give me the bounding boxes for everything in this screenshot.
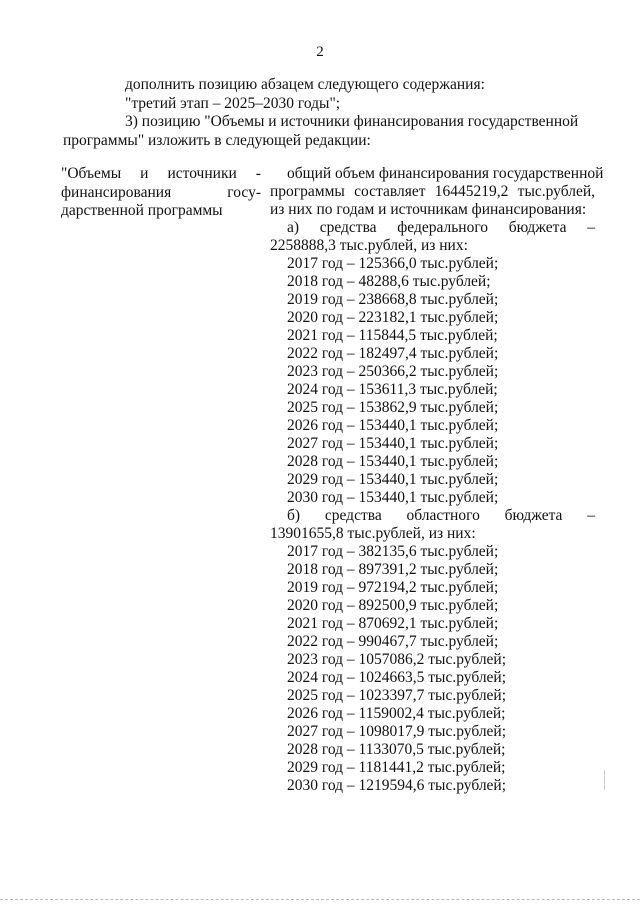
regional-heading — [270, 507, 595, 525]
regional-year-item: 2026 год – 1159002,4 тыс.рублей; — [287, 705, 506, 722]
regional-year-item: 2029 год – 1181441,2 тыс.рублей; — [287, 759, 506, 776]
total-word: программы — [270, 183, 345, 200]
position-title-word: госу- — [227, 183, 261, 201]
regional-word: областного — [406, 507, 480, 524]
regional-year-item: 2022 год – 990467,7 тыс.рублей; — [287, 633, 499, 650]
position-title-word: "Объемы — [61, 165, 122, 182]
regional-year-item: 2028 год – 1133070,5 тыс.рублей; — [287, 741, 506, 758]
page-number: 2 — [316, 44, 324, 60]
federal-word: федерального — [397, 219, 489, 236]
intro-line-2: "третий этап – 2025–2030 годы"; — [125, 94, 341, 112]
total-line-1: общий объем финансирования государственной — [287, 165, 604, 182]
federal-year-item: 2025 год – 153862,9 тыс.рублей; — [287, 399, 499, 416]
position-title-word: источники — [167, 165, 237, 182]
federal-year-item: 2021 год – 115844,5 тыс.рублей; — [287, 327, 498, 344]
total-line-3: из них по годам и источникам финансирования: — [270, 201, 587, 218]
total-amount: 16445219,2 — [434, 183, 509, 200]
federal-year-item: 2022 год – 182497,4 тыс.рублей; — [287, 345, 499, 362]
federal-year-item: 2020 год – 223182,1 тыс.рублей; — [287, 309, 499, 326]
regional-year-item: 2018 год – 897391,2 тыс.рублей; — [287, 561, 499, 578]
regional-year-item: 2030 год – 1219594,6 тыс.рублей; — [287, 777, 507, 794]
federal-word: бюджета — [508, 219, 567, 236]
federal-year-item: 2019 год – 238668,8 тыс.рублей; — [287, 291, 499, 308]
intro-line-4: программы" изложить в следующей редакции: — [63, 131, 371, 149]
regional-year-item: 2024 год – 1024663,5 тыс.рублей; — [287, 669, 507, 686]
regional-year-list — [270, 543, 595, 795]
position-title — [61, 165, 261, 221]
federal-year-item: 2029 год – 153440,1 тыс.рублей; — [287, 471, 499, 488]
position-title-dash: - — [255, 165, 261, 182]
federal-marker: а) — [287, 219, 300, 236]
federal-heading — [270, 219, 595, 237]
regional-marker: б) — [287, 507, 301, 524]
regional-year-item: 2021 год – 870692,1 тыс.рублей; — [287, 615, 499, 632]
federal-year-item: 2030 год – 153440,1 тыс.рублей; — [287, 489, 499, 506]
regional-year-item: 2027 год – 1098017,9 тыс.рублей; — [287, 723, 507, 740]
position-content — [270, 165, 604, 795]
federal-year-list — [270, 255, 595, 507]
regional-year-item: 2023 год – 1057086,2 тыс.рублей; — [287, 651, 507, 668]
regional-total: 13901655,8 тыс.рублей, из них: — [270, 525, 476, 542]
federal-year-item: 2018 год – 48288,6 тыс.рублей; — [287, 273, 491, 290]
total-unit: тыс.рублей, — [517, 183, 595, 200]
margin-mark — [604, 770, 605, 790]
position-title-line-2 — [61, 184, 261, 203]
intro-line-1: дополнить позицию абзацем следующего содержания: — [125, 76, 485, 93]
total-word: составляет — [354, 183, 426, 200]
federal-year-item: 2023 год – 250366,2 тыс.рублей; — [287, 363, 499, 380]
federal-year-item: 2028 год – 153440,1 тыс.рублей; — [287, 453, 499, 470]
regional-word: бюджета — [504, 507, 563, 524]
position-title-word: и — [140, 165, 149, 182]
regional-year-item: 2019 год – 972194,2 тыс.рублей; — [287, 579, 499, 596]
federal-year-item: 2024 год – 153611,3 тыс.рублей; — [287, 381, 498, 398]
federal-word: средства — [319, 219, 377, 236]
page-bottom-edge — [0, 899, 640, 900]
federal-year-item: 2027 год – 153440,1 тыс.рублей; — [287, 435, 499, 452]
regional-year-item: 2025 год – 1023397,7 тыс.рублей; — [287, 687, 507, 704]
position-title-line-1 — [61, 165, 261, 184]
regional-dash: – — [587, 507, 595, 524]
total-line-2 — [270, 183, 595, 201]
intro-line-3: 3) позицию "Объемы и источники финансирования государственной — [125, 113, 579, 130]
federal-dash: – — [587, 219, 595, 236]
regional-year-item: 2020 год – 892500,9 тыс.рублей; — [287, 597, 499, 614]
federal-year-item: 2017 год – 125366,0 тыс.рублей; — [287, 255, 499, 272]
federal-year-item: 2026 год – 153440,1 тыс.рублей; — [287, 417, 499, 434]
position-title-word: финансирования — [61, 183, 172, 201]
position-title-line-3: дарственной программы — [61, 202, 223, 219]
regional-year-item: 2017 год – 382135,6 тыс.рублей; — [287, 543, 499, 560]
federal-total: 2258888,3 тыс.рублей, из них: — [270, 237, 468, 254]
regional-word: средства — [324, 507, 382, 524]
intro-paragraphs — [63, 76, 595, 150]
